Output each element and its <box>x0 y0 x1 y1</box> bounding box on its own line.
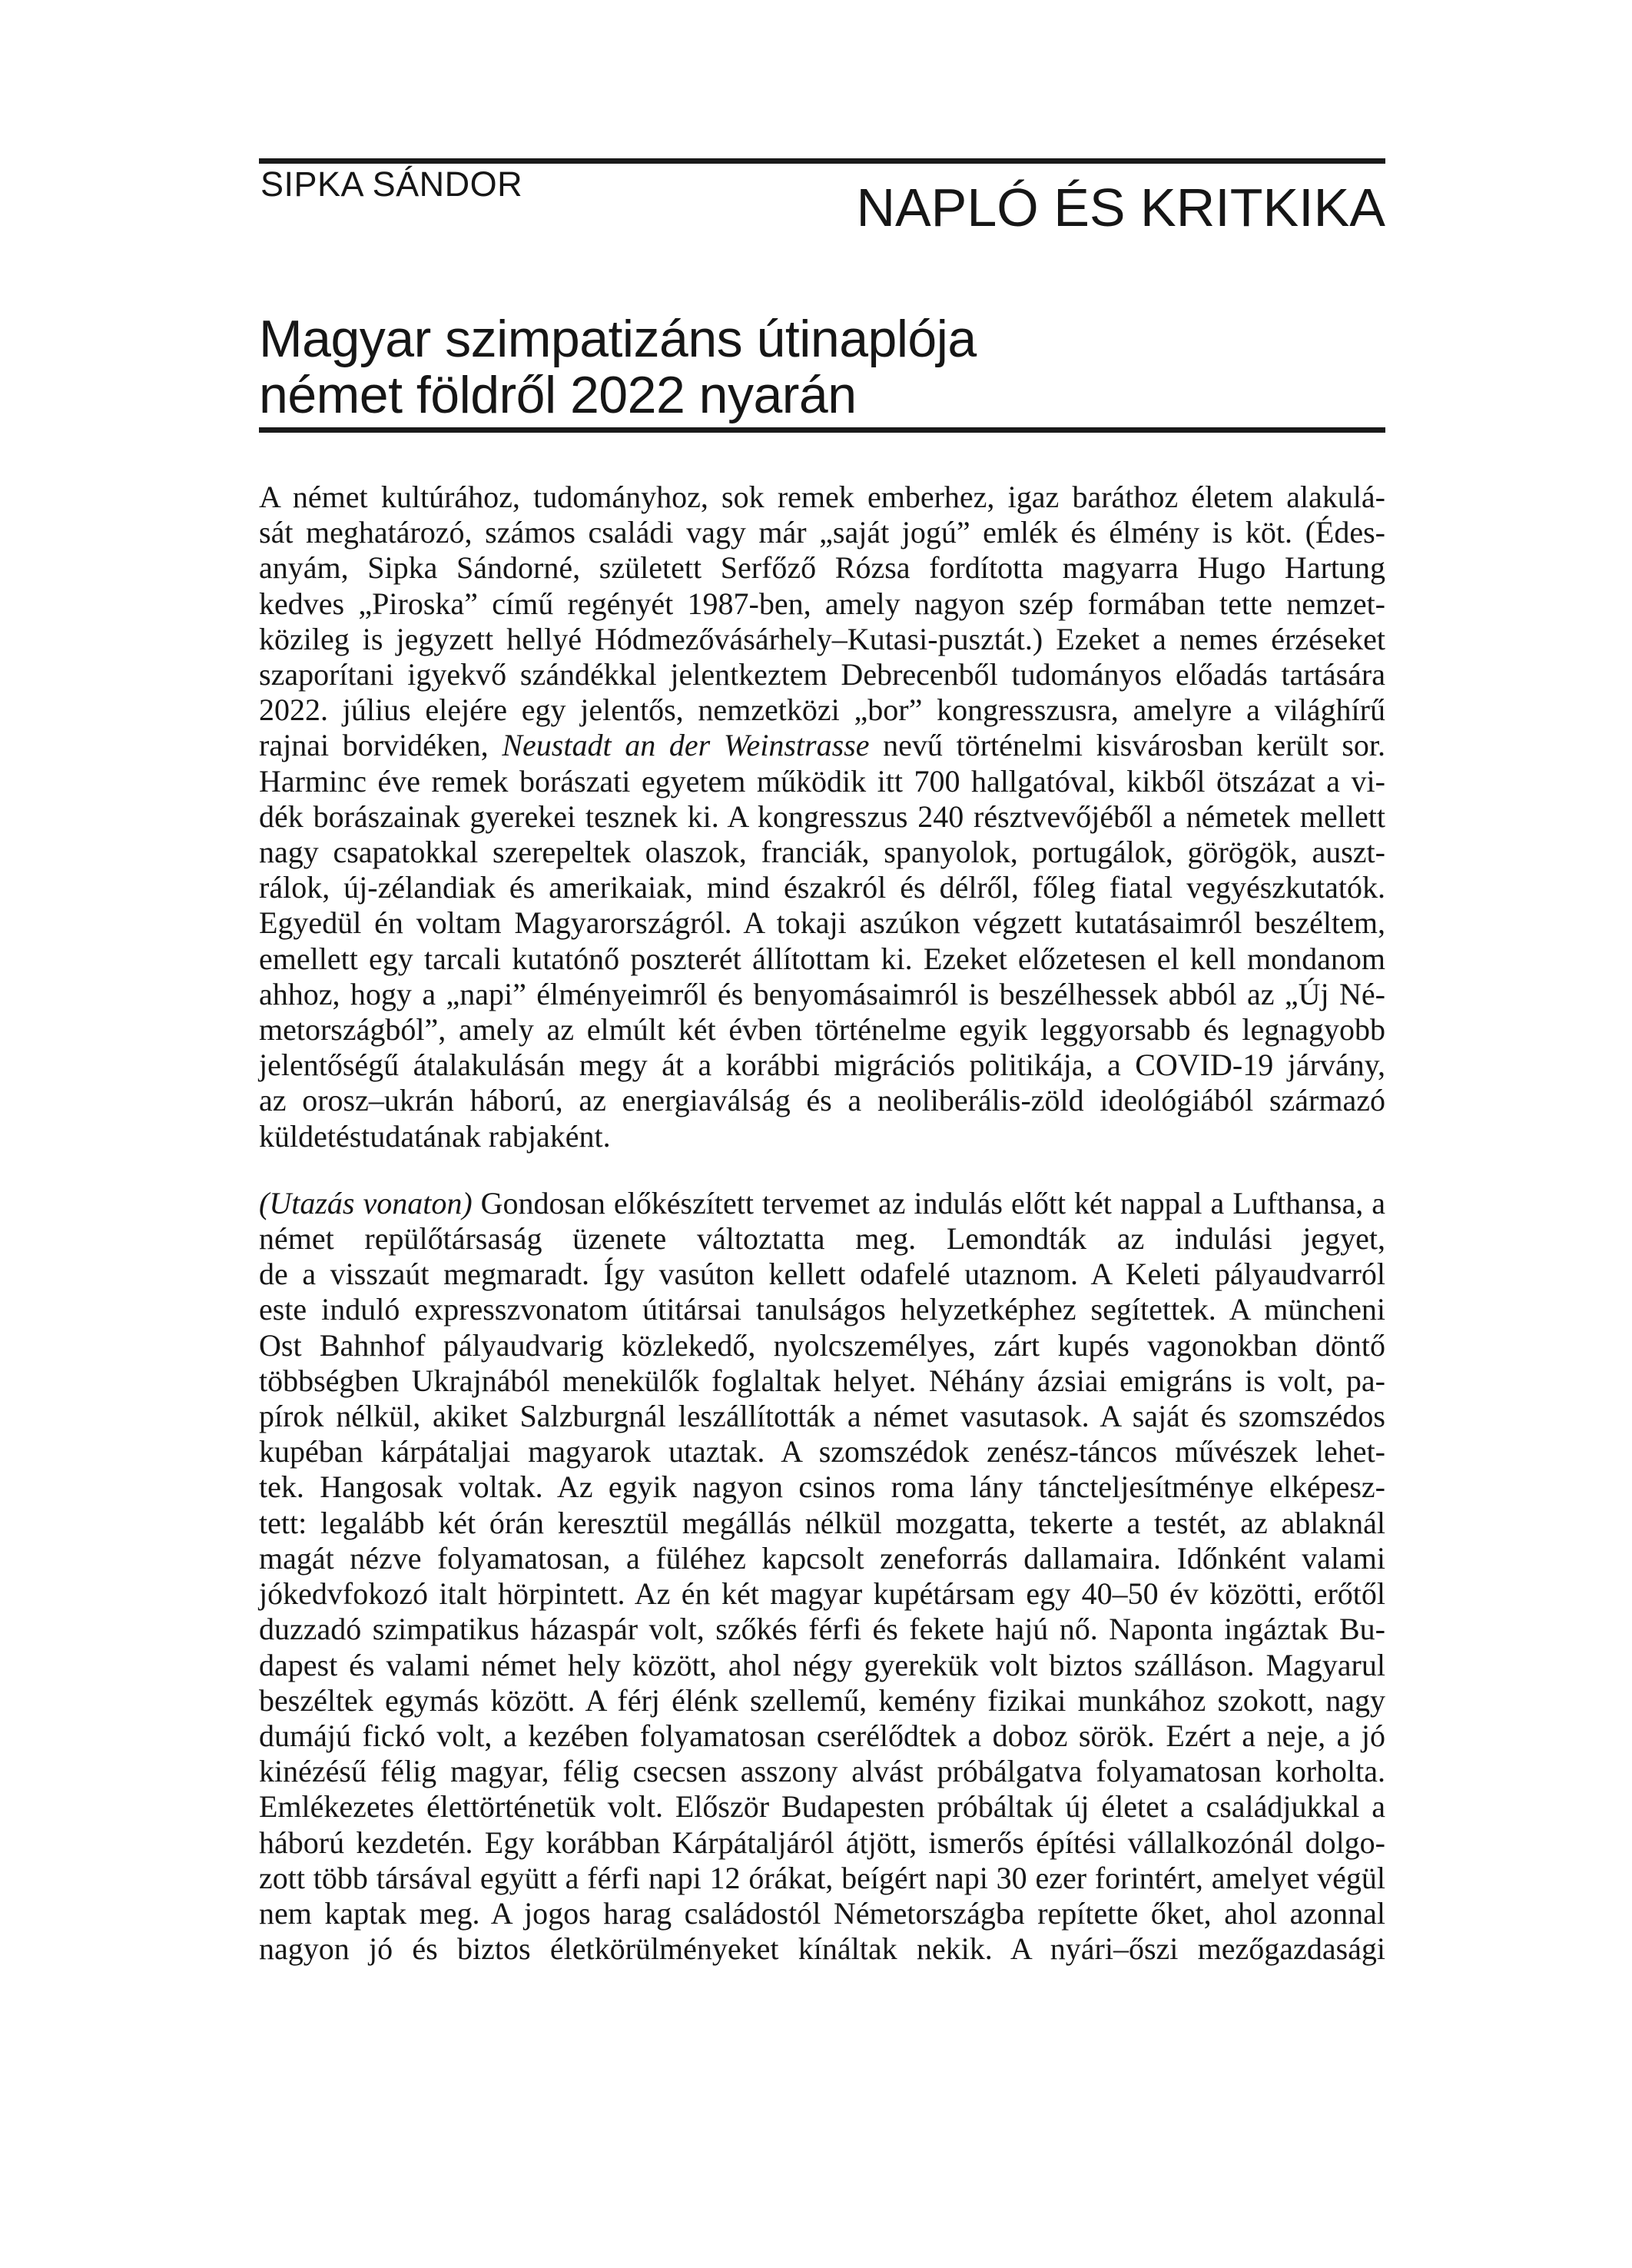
header-bottom-rule <box>259 427 1385 433</box>
text-line: háború kezdetén. Egy korábban Kárpátaljáról átjött, ismerős építési vállalkozónál dolgo- <box>259 1825 1385 1860</box>
text-line: kupéban kárpátaljai magyarok utaztak. A szomszédok zenész-táncos művészek lehet- <box>259 1434 1385 1469</box>
text-line: sát meghatározó, számos családi vagy már „saját jogú” emlék és élmény is köt. (Édes- <box>259 515 1385 550</box>
text-line: ahhoz, hogy a „napi” élményeimről és benyomásaimról is beszélhessek abból az „Új Né- <box>259 976 1385 1011</box>
content-column <box>259 0 1385 2268</box>
text-line: dék borászainak gyerekei tesznek ki. A kongresszus 240 résztvevőjéből a németek mellett <box>259 799 1385 834</box>
text-line: jelentőségű átalakulásán megy át a korábbi migrációs politikája, a COVID-19 járvány, <box>259 1048 1385 1083</box>
text-line: többségben Ukrajnából menekülők foglaltak helyet. Néhány ázsiai emigráns is volt, pa- <box>259 1363 1385 1398</box>
journal-section-title: NAPLÓ ÉS KRITKIKA <box>856 178 1385 237</box>
text-line: tek. Hangosak voltak. Az egyik nagyon csinos roma lány táncteljesítménye elképesz- <box>259 1469 1385 1505</box>
text-line: pírok nélkül, akiket Salzburgnál leszállították a német vasutasok. A saját és szomszédos <box>259 1399 1385 1434</box>
text-line: de a visszaút megmaradt. Így vasúton kellett odafelé utaznom. A Keleti pályaudvarról <box>259 1257 1385 1292</box>
text-line: Egyedül én voltam Magyarországról. A tokaji aszúkon végzett kutatásaimról beszéltem, <box>259 905 1385 941</box>
text-line: zott több társával együtt a férfi napi 12 órákat, beígért napi 30 ezer forintért, amelyet végül <box>259 1860 1385 1895</box>
text-line: közileg is jegyzett hellyé Hódmezővásárhely–Kutasi-pusztát.) Ezeket a nemes érzéseket <box>259 621 1385 656</box>
text-line: nagy csapatokkal szerepeltek olaszok, franciák, spanyolok, portugálok, görögök, auszt- <box>259 835 1385 870</box>
text-line: nem kaptak meg. A jogos harag családostól Németországba repítette őket, ahol azonnal <box>259 1895 1385 1931</box>
article-title <box>259 311 977 423</box>
text-line: az orosz–ukrán háború, az energiaválság és a neoliberális-zöld ideológiából származó <box>259 1083 1385 1118</box>
text-line: szaporítani igyekvő szándékkal jelentkeztem Debrecenből tudományos előadás tartására <box>259 657 1385 692</box>
text-line: jókedvfokozó italt hörpintett. Az én két magyar kupétársam egy 40–50 év közötti, erőtől <box>259 1576 1385 1612</box>
text-line: rálok, új-zélandiak és amerikaiak, mind északról és délről, főleg fiatal vegyészkutatók. <box>259 870 1385 905</box>
text-line: küldetéstudatának rabjaként. <box>259 1118 611 1154</box>
text-line: beszéltek egymás között. A férj élénk szellemű, kemény fizikai munkához szokott, nagy <box>259 1682 1385 1718</box>
text-line: metországból”, amely az elmúlt két évben történelme egyik leggyorsabb és legnagyobb <box>259 1012 1385 1048</box>
text-line: kinézésű félig magyar, félig csecsen asszony alvást próbálgatva folyamatosan korholta. <box>259 1754 1385 1789</box>
text-line: kedves „Piroska” című regényét 1987-ben, amely nagyon szép formában tette nemzet- <box>259 586 1385 621</box>
text-line: rajnai borvidéken, Neustadt an der Weinstrasse nevű történelmi kisvárosban került sor. <box>259 728 1386 763</box>
text-line: német repülőtársaság üzenete változtatta meg. Lemondták az indulási jegyet, <box>259 1221 1385 1257</box>
text-line: magát nézve folyamatosan, a füléhez kapcsolt zeneforrás dallamaira. Időnként valami <box>259 1540 1385 1576</box>
article-title-line: német földről 2022 nyarán <box>259 366 857 424</box>
text-line: emellett egy tarcali kutatónő poszterét állítottam ki. Ezeket előzetesen el kell mondanom <box>259 941 1385 976</box>
article-title-line: Magyar szimpatizáns útinaplója <box>259 310 977 368</box>
text-line: este induló expresszvonatom útitársai tanulságos helyzetképhez segítettek. A müncheni <box>259 1292 1385 1327</box>
text-line: dumájú fickó volt, a kezében folyamatosan cserélődtek a doboz sörök. Ezért a neje, a jó <box>259 1718 1385 1753</box>
article-body <box>259 480 1385 1967</box>
text-line: 2022. július elejére egy jelentős, nemzetközi „bor” kongresszusra, amelyre a világhírű <box>259 692 1385 728</box>
text-line: Harminc éve remek borászati egyetem működik itt 700 hallgatóval, kikből ötszázat a vi- <box>259 763 1385 799</box>
text-line: A német kultúrához, tudományhoz, sok remek emberhez, igaz baráthoz életem alakulá- <box>259 480 1385 514</box>
text-line: nagyon jó és biztos életkörülményeket kínáltak nekik. A nyári–őszi mezőgazdasági <box>259 1931 1385 1967</box>
text-line: anyám, Sipka Sándorné, született Serfőző Rózsa fordította magyarra Hugo Hartung <box>259 550 1385 586</box>
text-line: Emlékezetes élettörténetük volt. Először Budapesten próbáltak új életet a családjukkal a <box>259 1789 1385 1825</box>
text-line: duzzadó szimpatikus házaspár volt, szőkés férfi és fekete hajú nő. Naponta ingáztak Bu- <box>259 1612 1385 1647</box>
paragraph <box>259 480 1385 1154</box>
text-line: dapest és valami német hely között, ahol négy gyerekük volt biztos szálláson. Magyarul <box>259 1647 1385 1682</box>
header-top-rule <box>259 158 1385 164</box>
author-name: SIPKA SÁNDOR <box>260 164 523 204</box>
paragraph <box>259 1186 1385 1967</box>
text-line: Ost Bahnhof pályaudvarig közlekedő, nyolcszemélyes, zárt kupés vagonokban döntő <box>259 1327 1385 1363</box>
text-line: (Utazás vonaton) Gondosan előkészített tervemet az indulás előtt két nappal a Lufthansa, a <box>259 1185 1385 1220</box>
text-line: tett: legalább két órán keresztül megállás nélkül mozgatta, tekerte a testét, az ablaknál <box>259 1505 1385 1540</box>
